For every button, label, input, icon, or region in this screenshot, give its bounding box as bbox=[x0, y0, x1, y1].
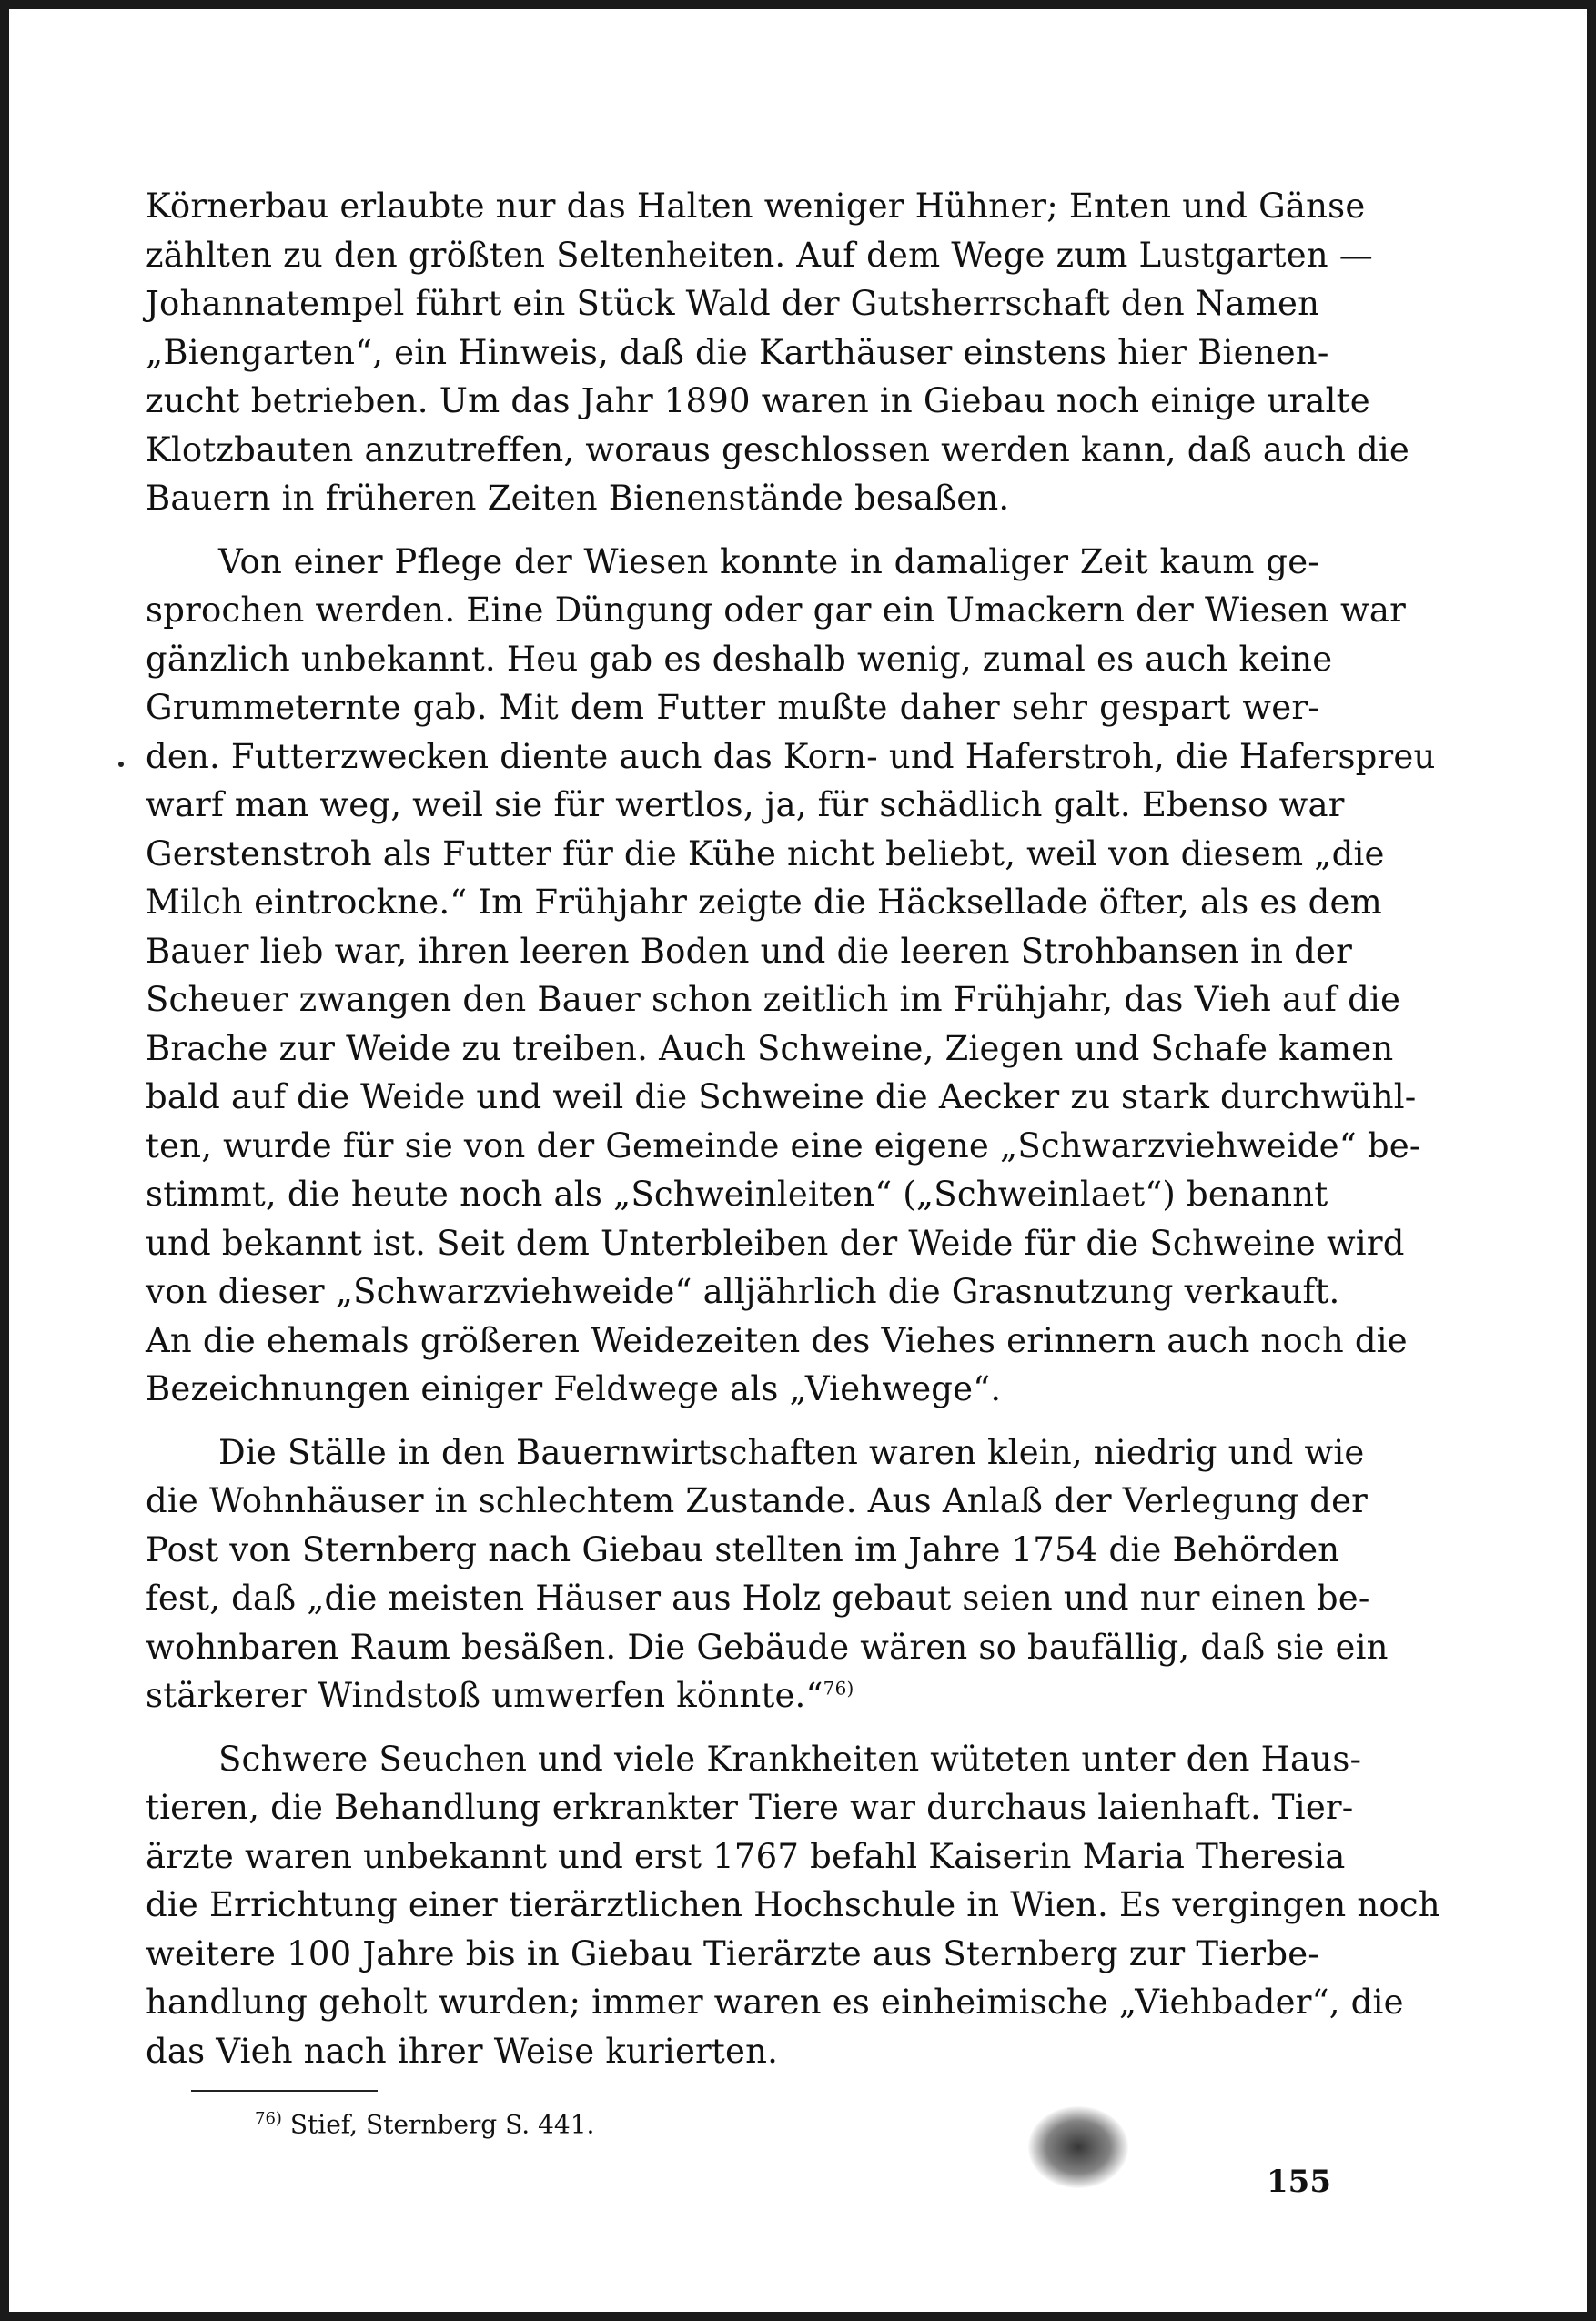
text-line: Gerstenstroh als Futter für die Kühe nicht beliebt, weil von diesem „die bbox=[146, 833, 1385, 873]
text-line: Johannatempel führt ein Stück Wald der Gutsherrschaft den Namen bbox=[146, 284, 1320, 323]
text-line: die Errichtung einer tierärztlichen Hochschule in Wien. Es vergingen noch bbox=[146, 1885, 1440, 1924]
text-line: von dieser „Schwarzviehweide“ alljährlich die Grasnutzung verkauft. bbox=[146, 1272, 1340, 1311]
text-line: sprochen werden. Eine Düngung oder gar ein Umackern der Wiesen war bbox=[146, 590, 1407, 630]
text-line: Grummeternte gab. Mit dem Futter mußte daher sehr gespart wer- bbox=[146, 688, 1319, 727]
page-number: 155 bbox=[1267, 2164, 1331, 2200]
text-line: An die ehemals größeren Weidezeiten des Viehes erinnern auch noch die bbox=[146, 1320, 1408, 1360]
text-line: zucht betrieben. Um das Jahr 1890 waren in Giebau noch einige uralte bbox=[146, 381, 1370, 420]
body-text bbox=[146, 182, 1440, 2090]
ink-smudge bbox=[1028, 2106, 1128, 2188]
text-line: wohnbaren Raum besäßen. Die Gebäude wären so baufällig, daß sie ein bbox=[146, 1627, 1389, 1667]
text-line: Milch eintrockne.“ Im Frühjahr zeigte die Häcksellade öfter, als es dem bbox=[146, 883, 1382, 922]
text-line: und bekannt ist. Seit dem Unterbleiben der Weide für die Schweine wird bbox=[146, 1223, 1405, 1263]
text-line: die Wohnhäuser in schlechtem Zustande. Aus Anlaß der Verlegung der bbox=[146, 1481, 1369, 1520]
text-line: tieren, die Behandlung erkrankter Tiere war durchaus laienhaft. Tier- bbox=[146, 1788, 1354, 1827]
text-line: Von einer Pflege der Wiesen konnte in damaliger Zeit kaum ge- bbox=[218, 541, 1319, 581]
text-line: Die Ställe in den Bauernwirtschaften waren klein, niedrig und wie bbox=[218, 1432, 1365, 1472]
text-line: Bauer lieb war, ihren leeren Boden und die leeren Strohbansen in der bbox=[146, 931, 1353, 971]
footnote-ref: 76) bbox=[823, 1677, 854, 1700]
text-line: Bauern in früheren Zeiten Bienenstände besaßen. bbox=[146, 479, 1010, 518]
text-fragment: stärkerer Windstoß umwerfen könnte.“ bbox=[146, 1676, 823, 1715]
text-line: Post von Sternberg nach Giebau stellten im Jahre 1754 die Behörden bbox=[146, 1529, 1340, 1569]
text-line: das Vieh nach ihrer Weise kurierten. bbox=[146, 2031, 779, 2071]
text-line: Schwere Seuchen und viele Krankheiten wüteten unter den Haus- bbox=[218, 1739, 1362, 1779]
text-line: Brache zur Weide zu treiben. Auch Schweine, Ziegen und Schafe kamen bbox=[146, 1028, 1394, 1068]
text-line: gänzlich unbekannt. Heu gab es deshalb wenig, zumal es auch keine bbox=[146, 639, 1333, 679]
text-line: den. Futterzwecken diente auch das Korn- und Haferstroh, die Haferspreu bbox=[146, 736, 1436, 776]
text-line: warf man weg, weil sie für wertlos, ja, für schädlich galt. Ebenso war bbox=[146, 785, 1345, 824]
text-line: ten, wurde für sie von der Gemeinde eine eigene „Schwarzviehweide“ be- bbox=[146, 1125, 1421, 1166]
footnote-marker: 76) bbox=[255, 2109, 282, 2128]
paragraph-4 bbox=[146, 1735, 1440, 2076]
text-line: ärzte waren unbekannt und erst 1767 befahl Kaiserin Maria Theresia bbox=[146, 1836, 1346, 1876]
footnote-text: Stief, Sternberg S. 441. bbox=[289, 2109, 595, 2140]
text-line: fest, daß „die meisten Häuser aus Holz gebaut seien und nur einen be- bbox=[146, 1579, 1370, 1618]
text-line: bald auf die Weide und weil die Schweine die Aecker zu stark durchwühl- bbox=[146, 1077, 1417, 1116]
text-line: Scheuer zwangen den Bauer schon zeitlich im Frühjahr, das Vieh auf die bbox=[146, 980, 1401, 1019]
text-line: Körnerbau erlaubte nur das Halten weniger Hühner; Enten und Gänse bbox=[146, 187, 1366, 226]
footnote bbox=[255, 2101, 594, 2143]
text-line: Klotzbauten anzutreffen, woraus geschlossen werden kann, daß auch die bbox=[146, 429, 1410, 469]
text-line: weitere 100 Jahre bis in Giebau Tierärzte aus Sternberg zur Tierbe- bbox=[146, 1933, 1319, 1973]
paragraph-2 bbox=[146, 538, 1436, 1414]
text-line: zählten zu den größten Seltenheiten. Auf dem Wege zum Lustgarten — bbox=[146, 235, 1373, 275]
text-line: stimmt, die heute noch als „Schweinleiten“ („Schweinlaet“) benannt bbox=[146, 1175, 1328, 1214]
margin-speck bbox=[118, 762, 124, 767]
text-line: handlung geholt wurden; immer waren es einheimische „Viehbader“, die bbox=[146, 1983, 1404, 2022]
text-line-with-footnote bbox=[146, 1671, 1319, 1721]
text-line: Bezeichnungen einiger Feldwege als „Viehwege“. bbox=[146, 1369, 1002, 1408]
paragraph-1 bbox=[146, 182, 1410, 523]
footnote-divider bbox=[191, 2090, 378, 2092]
text-line: „Biengarten“, ein Hinweis, daß die Karthäuser einstens hier Bienen- bbox=[146, 332, 1329, 372]
paragraph-3 bbox=[146, 1428, 1389, 1721]
